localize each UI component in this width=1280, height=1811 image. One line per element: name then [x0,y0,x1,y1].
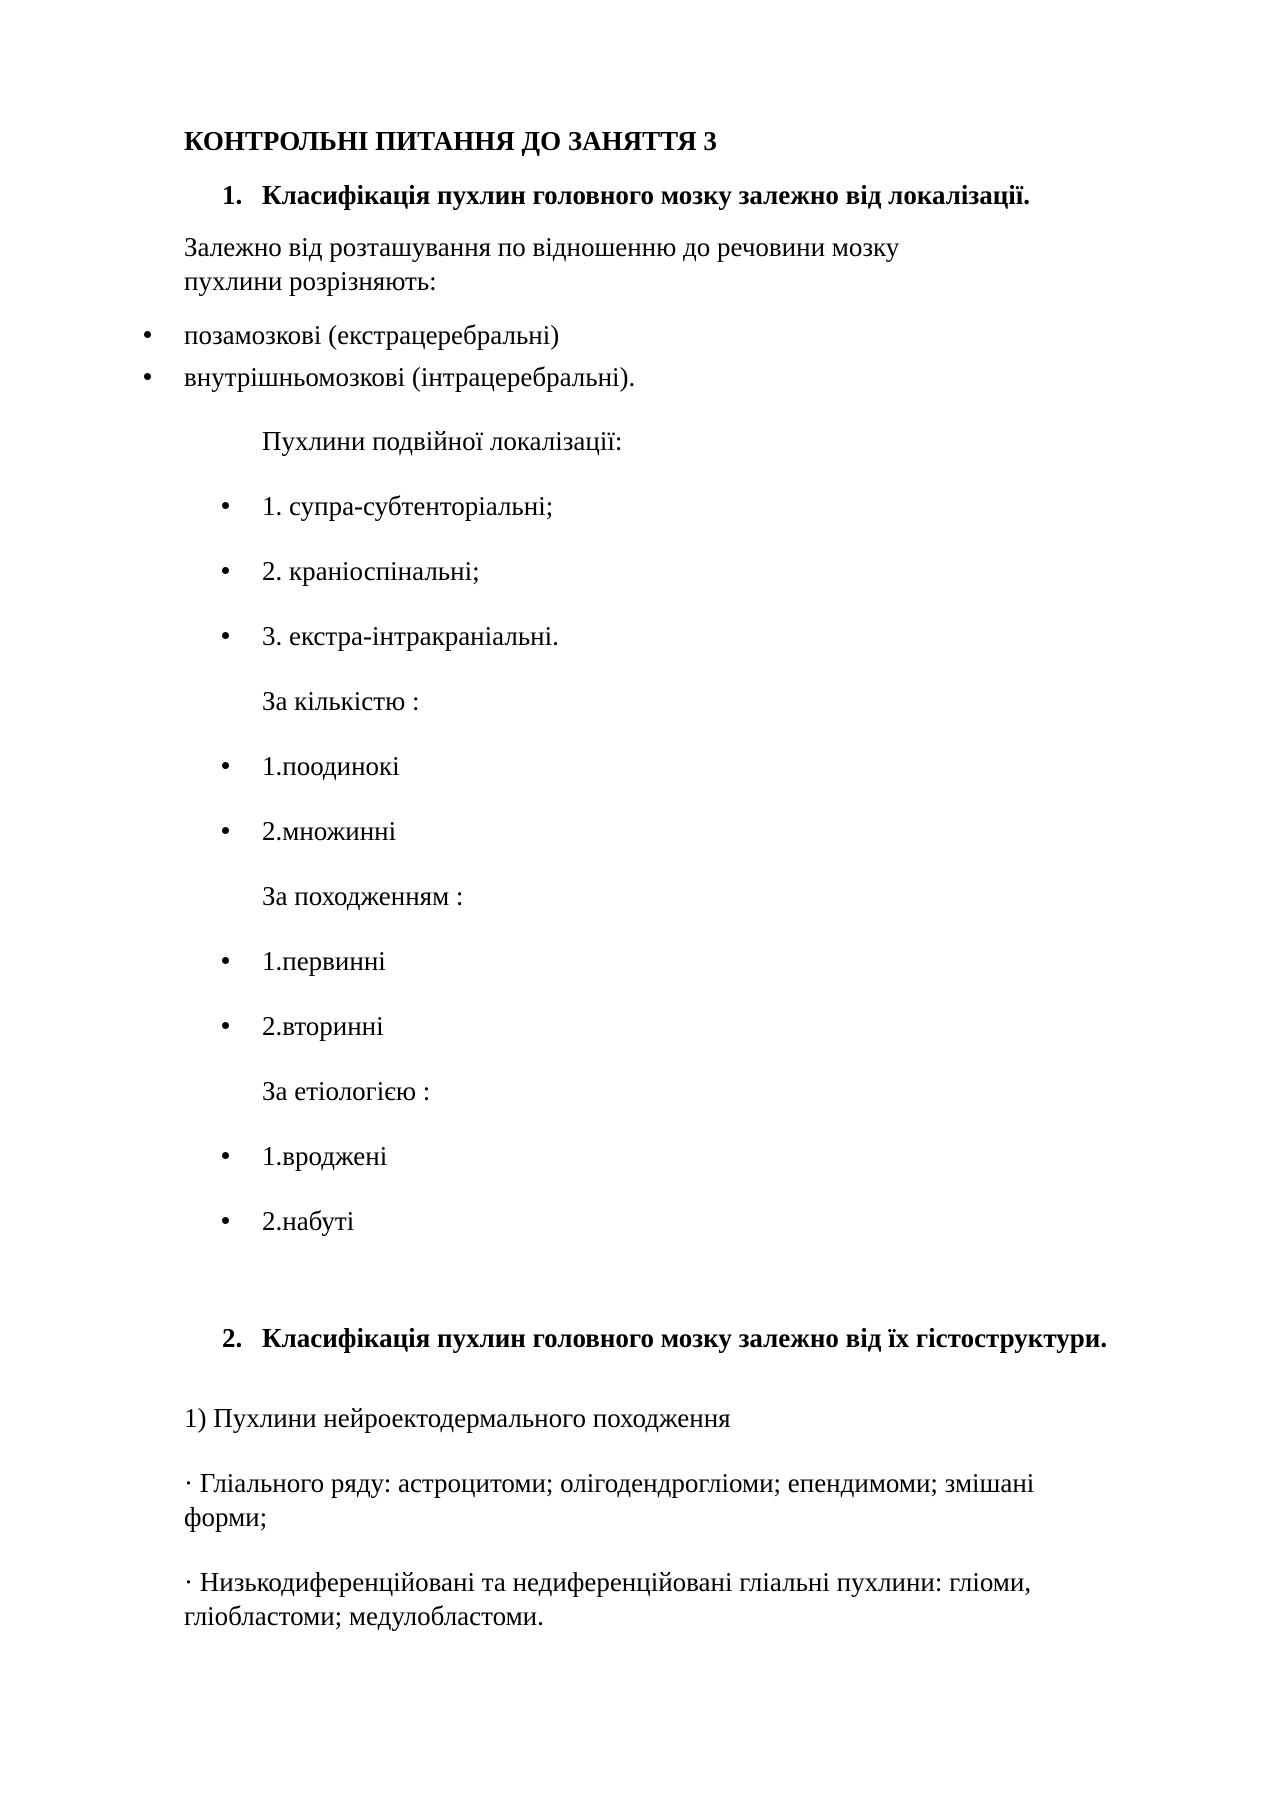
count-label: За кількістю : [262,686,420,716]
dual-localization-label: Пухлини подвійної локалізації: [262,426,623,456]
list-item-dual-1: 1. супра-субтенторіальні; [262,491,554,521]
bullet-icon [222,957,229,964]
bullet-icon [222,502,229,509]
bullet-icon [222,1217,229,1224]
list-item-etiology-1: 1.вроджені [262,1141,388,1171]
list-item-dual-3: 3. екстра-інтракраніальні. [262,621,559,651]
bullet-icon [222,1022,229,1029]
origin-label: За походженням : [262,881,464,911]
q2-paragraph-1: 1) Пухлини нейроектодермального походження [184,1403,731,1433]
list-item-location-extra: позамозкові (екстрацеребральні) [184,320,560,350]
q2-number: 2. [222,1323,243,1353]
page-title: КОНТРОЛЬНІ ПИТАННЯ ДО ЗАНЯТТЯ 3 [184,126,717,156]
list-item-etiology-2: 2.набуті [262,1206,355,1236]
q1-intro-line-2: пухлини розрізняють: [184,266,437,296]
list-item-count-1: 1.поодинокі [262,751,400,781]
list-item-location-intra: внутрішньомозкові (інтрацеребральні). [184,362,636,392]
bullet-icon [222,827,229,834]
etiology-label: За етіологією : [262,1076,431,1106]
q2-paragraph-3-line-2: гліобластоми; медулобластоми. [184,1601,544,1631]
bullet-icon [222,762,229,769]
list-item-origin-1: 1.первинні [262,946,386,976]
bullet-icon [222,632,229,639]
q2-paragraph-3-line-1: · Низькодиференційовані та недиференційовані гліальні пухлини: гліоми, [184,1567,1032,1597]
bullet-icon [222,1152,229,1159]
q2-heading: Класифікація пухлин головного мозку залежно від їх гістоструктури. [262,1323,1108,1353]
list-item-origin-2: 2.вторинні [262,1011,384,1041]
q2-paragraph-2-line-1: · Гліального ряду: астроцитоми; олігодендрогліоми; епендимоми; змішані [184,1468,1035,1498]
list-item-dual-2: 2. краніоспінальні; [262,556,480,586]
q2-paragraph-2-line-2: форми; [184,1502,268,1532]
q1-number: 1. [222,180,243,210]
bullet-icon [144,331,151,338]
bullet-icon [144,373,151,380]
bullet-icon [222,567,229,574]
list-item-count-2: 2.множинні [262,816,397,846]
q1-intro-line-1: Залежно від розташування по відношенню до речовини мозку [184,232,900,262]
q1-heading: Класифікація пухлин головного мозку залежно від локалізації. [262,180,1031,210]
